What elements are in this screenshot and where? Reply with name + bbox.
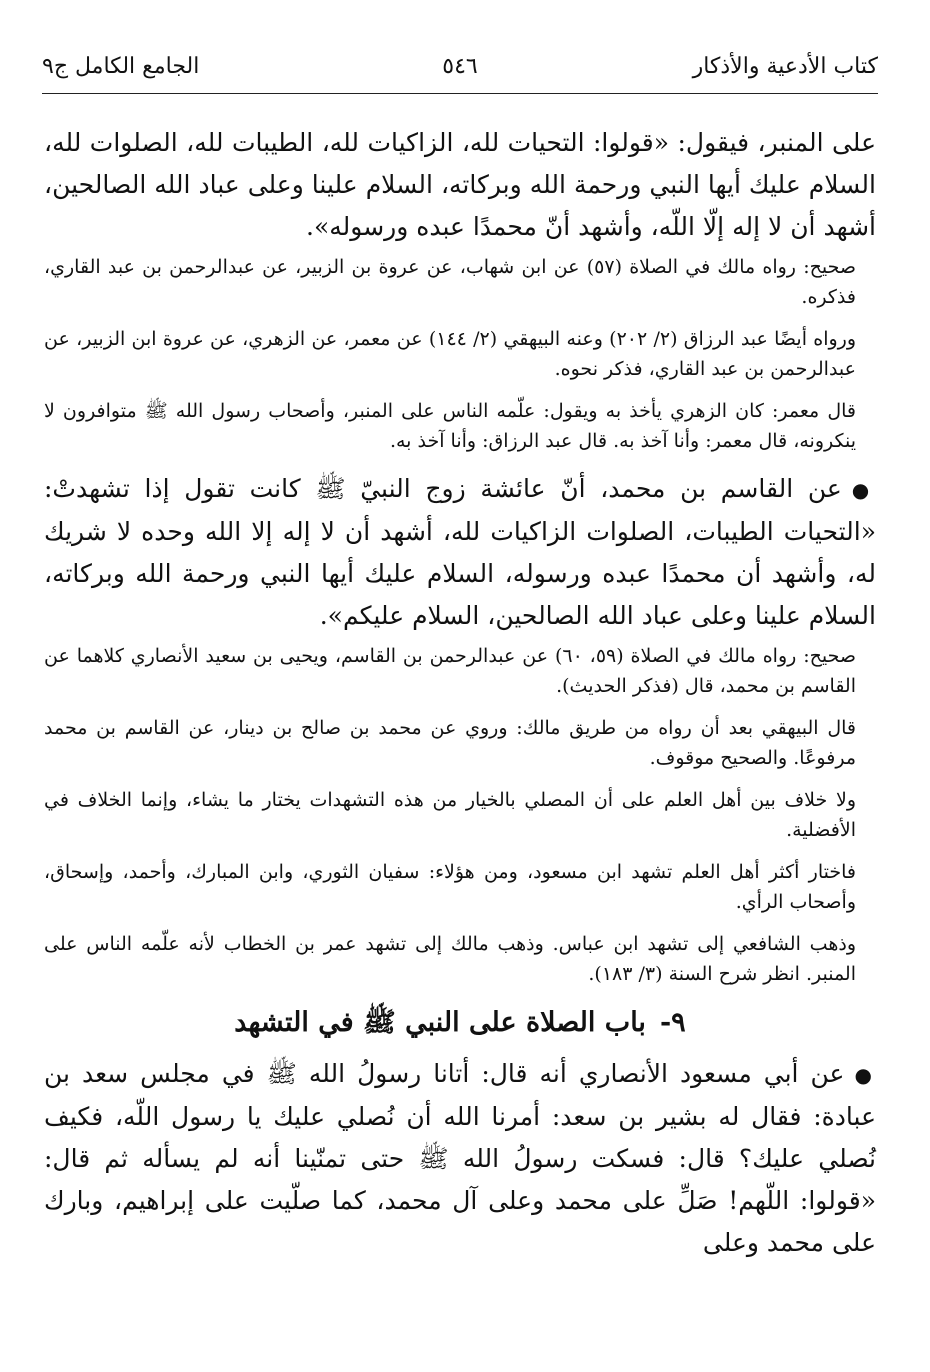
takhrij-note: صحيح: رواه مالك في الصلاة (٥٩، ٦٠) عن عبدالرحمن بن القاسم، ويحيى بن سعيد الأنصاري كلاهما عن القاسم بن محمد، قال (فذكر الحديث). bbox=[44, 645, 857, 697]
hadith-paragraph: ●عن القاسم بن محمد، أنّ عائشة زوج النبيّ ﷺ كانت تقول إذا تشهدتْ: «التحيات الطيبات، الصلوات الزاكيات لله، أشهد أن لا إله إلا الله وحده لا شريك له، وأشهد أن محمدًا عبده ورسوله، السلام عليك أيها النبي ورحمة الله وبركاته، السلام علينا وعلى عباد الله الصالحين، السلام عليكم». bbox=[44, 474, 876, 630]
commentary-note: ولا خلاف بين أهل العلم على أن المصلي بالخيار من هذه التشهدات يختار ما يشاء، وإنما الخلاف في الأفضلية. bbox=[44, 789, 856, 841]
commentary-note: قال معمر: كان الزهري يأخذ به ويقول: علّمه الناس على المنبر، وأصحاب رسول الله ﷺ متوافرون لا ينكرونه، قال معمر: وأنا آخذ به. قال عبد الرزاق: وأنا آخذ به. bbox=[44, 400, 856, 452]
chapter-heading bbox=[44, 1001, 876, 1045]
collection-title: الجامع الكامل ج٩ bbox=[42, 54, 200, 79]
commentary-note: فاختار أكثر أهل العلم تشهد ابن مسعود، ومن هؤلاء: سفيان الثوري، وابن المبارك، وأحمد، وإسحاق، وأصحاب الرأي. bbox=[44, 861, 856, 913]
page-body bbox=[44, 122, 876, 1268]
takhrij-note: ورواه أيضًا عبد الرزاق (٢/ ٢٠٢) وعنه البيهقي (٢/ ١٤٤) عن معمر، عن الزهري، عن عروة ابن الزبير، عن عبدالرحمن بن عبد القاري، فذكر نحوه. bbox=[44, 328, 857, 380]
hadith-continuation: على المنبر، فيقول: «قولوا: التحيات لله، الزاكيات لله، الطيبات لله، الصلوات لله، السلام عليك أيها النبي ورحمة الله وبركاته، السلام علينا وعلى عباد الله الصالحين، أشهد أن لا إله إلّا اللّه، وأشهد أنّ محمدًا عبده ورسوله». bbox=[44, 128, 876, 241]
commentary-note: قال البيهقي بعد أن رواه من طريق مالك: وروي عن محمد بن صالح بن دينار، عن القاسم بن محمد مرفوعًا. والصحيح موقوف. bbox=[44, 717, 856, 769]
chapter-title: باب الصلاة على النبي ﷺ في التشهد bbox=[234, 1007, 646, 1038]
page-header bbox=[42, 54, 878, 94]
book-title: كتاب الأدعية والأذكار bbox=[692, 54, 878, 79]
commentary-note: وذهب الشافعي إلى تشهد ابن عباس. وذهب مالك إلى تشهد عمر بن الخطاب لأنه علّمه الناس على المنبر. انظر شرح السنة (٣/ ١٨٣). bbox=[44, 933, 856, 985]
header-divider bbox=[42, 93, 878, 94]
takhrij-note: صحيح: رواه مالك في الصلاة (٥٧) عن ابن شهاب، عن عروة بن الزبير، عن عبدالرحمن بن عبد القاري، فذكره. bbox=[44, 256, 856, 308]
page-number: ٥٤٦ bbox=[442, 54, 478, 79]
chapter-number: ٩- bbox=[659, 1007, 686, 1038]
bullet-icon: ● bbox=[854, 1063, 876, 1087]
hadith-paragraph: ●عن أبي مسعود الأنصاري أنه قال: أتانا رسولُ الله ﷺ في مجلس سعد بن عبادة: فقال له بشير بن سعد: أمرنا الله أن نُصلي عليك يا رسول اللّه، فكيف نُصلي عليك؟ قال: فسكت رسولُ الله ﷺ حتى تمنّينا أنه لم يسأله ثم قال: «قولوا: اللّهم! صَلِّ على محمد وعلى آل محمد، كما صلّيت على إبراهيم، وبارك على محمد وعلى bbox=[44, 1059, 876, 1257]
bullet-icon: ● bbox=[851, 478, 876, 502]
